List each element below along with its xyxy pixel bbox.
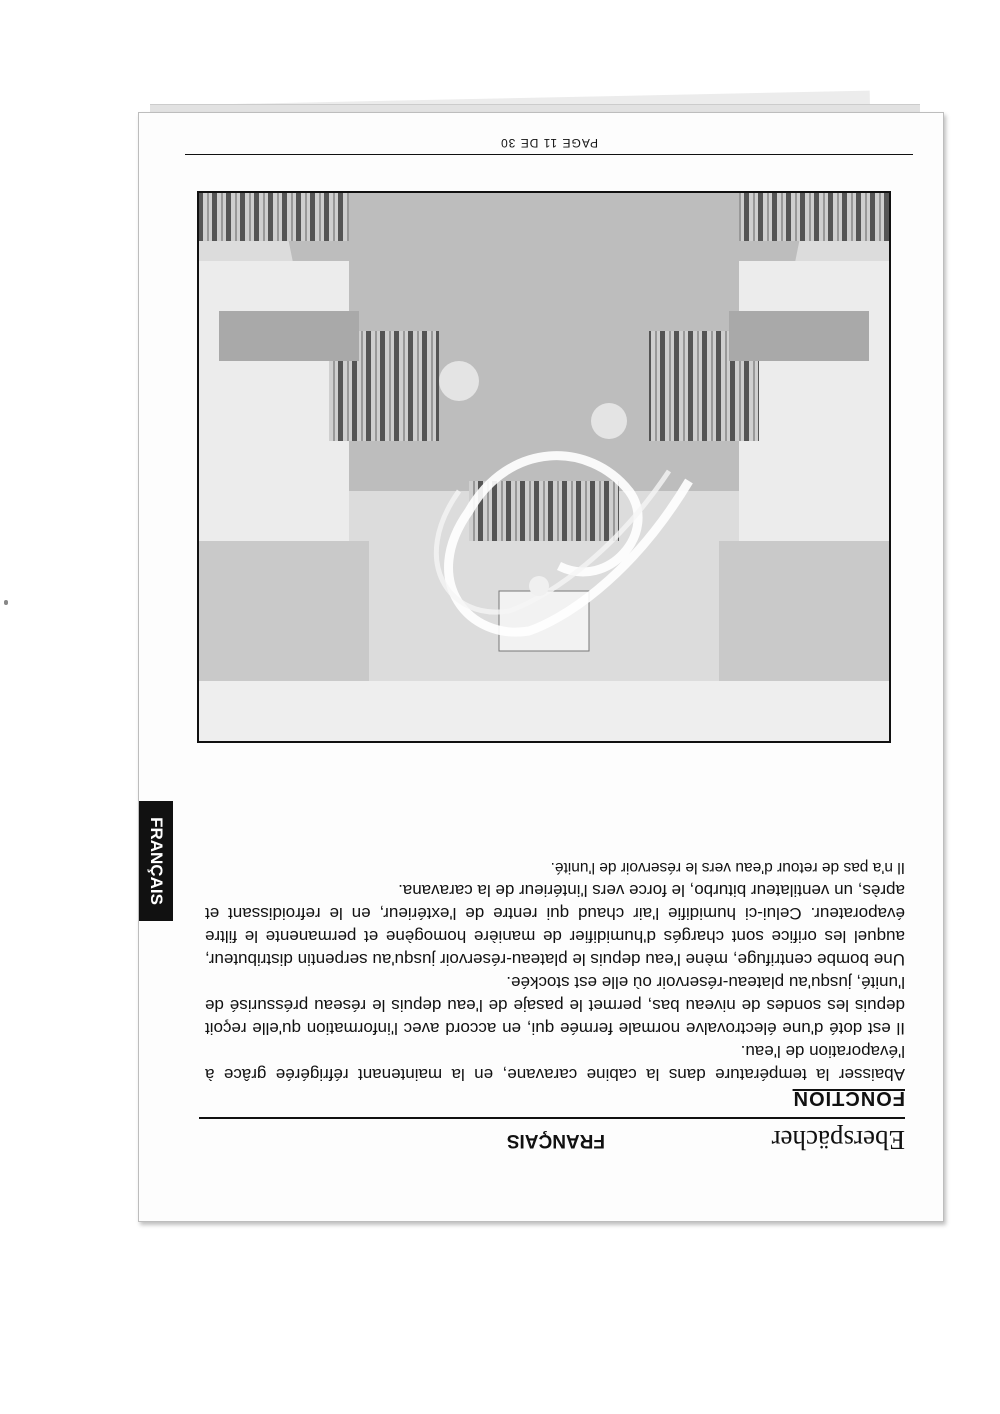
- paragraph: Abaisser la température dans la cabine caravane, en la maintenant réfrigérée grâce à l'évaporation de l'eau.: [205, 1042, 905, 1084]
- section-title: FONCTION: [792, 1087, 905, 1109]
- caravan-interior-photo: [197, 191, 891, 743]
- page-footer: [185, 136, 913, 155]
- document-page: [138, 112, 944, 1222]
- page-content-rotated: [139, 113, 943, 1221]
- language-side-tab: [139, 801, 173, 921]
- paragraph: Il est doté d'une électrovalve normale fermée qui, en accord avec l'information qu'elle reçoit depuis les sondes de niveau bas, permet le pasaje de l'eau depuis le réseau préssurisé de l'unité, jusqu'au plateau-réservoir où elle est stockée.: [205, 973, 905, 1038]
- paragraph: Il n'a pas de retour d'eau vers le réservoir de l'unité.: [550, 859, 905, 876]
- body-text: [205, 856, 905, 1086]
- photo-illustration: [199, 193, 889, 741]
- header-language: FRANÇAIS: [506, 1130, 605, 1151]
- brand-name: Eberspächer: [771, 1125, 905, 1155]
- side-tab-label: FRANÇAIS: [147, 817, 166, 905]
- paragraph: Une bombe centrifuge, mène l'eau depuis le plateau-réservoir jusqu'au serpentin distributeur, auquel les orifice sont chargés d'humidifier de manière homogène et permanente le filtre évaporateur. Celui-ci humidifie l'air chaud qui rentre de l'extérieur, en le refroidissant et après, un ventilateur biturbo, le force vers l'intérieur de la caravana.: [205, 881, 905, 969]
- page-header: [199, 1117, 905, 1159]
- page-number: PAGE 11 DE 30: [500, 136, 598, 150]
- scan-speck: [4, 600, 8, 605]
